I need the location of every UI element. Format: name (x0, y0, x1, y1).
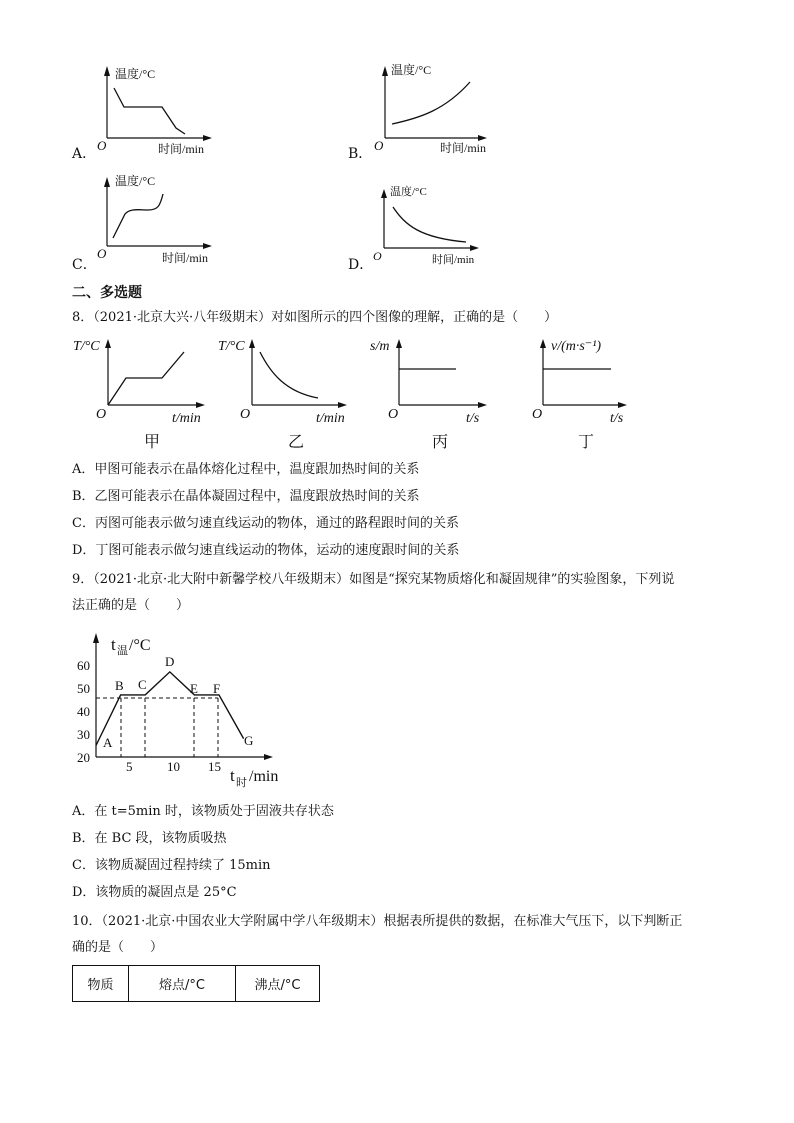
option-b-xlabel: 时间/min (440, 141, 487, 155)
q8-ding-ylabel: v/(m·s⁻¹) (551, 339, 602, 354)
q8-jia-caption: 甲 (144, 434, 161, 451)
q9-point-b: B (115, 678, 124, 693)
option-a-xlabel: 时间/min (158, 142, 205, 156)
q9-point-a: A (103, 735, 113, 750)
q9-ylabel-main: t (111, 635, 116, 654)
q8-ding-origin: O (532, 407, 543, 422)
q8-option-d: D．丁图可能表示做匀速直线运动的物体，运动的速度跟时间的关系 (72, 543, 460, 558)
q9-point-c: C (138, 677, 147, 692)
question-10-stem-line2: 确的是（ ） (72, 940, 164, 955)
q9-xlabel-unit: /min (249, 768, 279, 785)
q9-xtick-15: 15 (208, 759, 221, 774)
q8-option-c: C．丙图可能表示做匀速直线运动的物体，通过的路程跟时间的关系 (72, 516, 459, 531)
q8-ding-xlabel: t/s (610, 411, 624, 426)
q9-ytick-50: 50 (77, 681, 90, 696)
table-header-row (73, 966, 320, 1002)
q9-ytick-40: 40 (77, 704, 90, 719)
q9-xlabel-sub: 时 (236, 777, 247, 789)
q9-xtick-5: 5 (126, 759, 133, 774)
q9-option-a: A．在 t=5min 时，该物质处于固液共存状态 (72, 804, 334, 819)
option-a-letter: A． (72, 146, 97, 162)
q9-xtick-10: 10 (167, 759, 180, 774)
q8-option-a: A．甲图可能表示在晶体熔化过程中，温度跟加热时间的关系 (72, 462, 420, 477)
q9-point-g: G (244, 733, 254, 748)
q8-yi-origin: O (240, 407, 251, 422)
option-b-origin: O (374, 138, 384, 153)
q9-ylabel-sub: 温 (117, 645, 128, 657)
q9-y-arrow (93, 633, 99, 643)
q8-bing-xlabel: t/s (466, 411, 480, 426)
option-d-letter: D． (348, 257, 374, 273)
option-d-ylabel: 温度/°C (390, 186, 427, 198)
option-b-letter: B． (348, 146, 373, 162)
q8-option-b: B．乙图可能表示在晶体凝固过程中，温度跟放热时间的关系 (72, 489, 420, 504)
section-title: 二、多选题 (72, 285, 142, 301)
q9-ytick-20: 20 (77, 750, 90, 765)
option-d-xlabel: 时间/min (432, 254, 475, 266)
q8-bing-origin: O (388, 407, 399, 422)
question-9-stem-line1: 9．（2021·北京·北大附中新馨学校八年级期末）如图是“探究某物质熔化和凝固规律”的实验图象，下列说 (72, 572, 675, 587)
option-c-letter: C． (72, 257, 97, 273)
q9-option-d: D．该物质的凝固点是 25°C (72, 885, 237, 900)
q9-point-d: D (165, 654, 175, 669)
q9-x-arrow (264, 754, 273, 760)
q8-ding-caption: 丁 (578, 434, 595, 451)
option-a-ylabel: 温度/°C (115, 67, 156, 81)
table-header-cell: 沸点/°C (236, 966, 320, 1002)
table-header-cell: 熔点/°C (129, 966, 236, 1002)
option-c-origin: O (97, 246, 107, 261)
q9-xlabel-main: t (230, 766, 235, 785)
q8-bing-caption: 丙 (432, 434, 449, 451)
material-table (72, 965, 320, 1002)
q8-yi-caption: 乙 (288, 434, 305, 451)
q8-yi-xlabel: t/min (316, 411, 345, 426)
question-8-stem: 8．（2021·北京大兴·八年级期末）对如图所示的四个图像的理解，正确的是（ ） (72, 310, 558, 325)
option-c-ylabel: 温度/°C (115, 174, 156, 188)
option-b-ylabel: 温度/°C (391, 63, 432, 77)
option-d-origin: O (373, 249, 382, 263)
q8-bing-ylabel: s/m (370, 339, 390, 354)
q8-jia-xlabel: t/min (172, 411, 201, 426)
q9-ytick-60: 60 (77, 658, 90, 673)
q9-option-c: C．该物质凝固过程持续了 15min (72, 858, 271, 873)
table-header-cell: 物质 (73, 966, 129, 1002)
option-c-xlabel: 时间/min (162, 251, 209, 265)
q9-point-e: E (190, 681, 198, 696)
q9-option-b: B．在 BC 段，该物质吸热 (72, 831, 227, 846)
q8-jia-ylabel: T/°C (73, 339, 100, 354)
q8-jia-origin: O (96, 407, 107, 422)
question-9-stem-line2: 法正确的是（ ） (72, 598, 190, 613)
option-a-origin: O (97, 138, 107, 153)
q9-ylabel-unit: /°C (129, 637, 151, 654)
q9-point-f: F (213, 681, 221, 696)
q9-ytick-30: 30 (77, 727, 90, 742)
question-10-stem-line1: 10．（2021·北京·中国农业大学附属中学八年级期末）根据表所提供的数据，在标准大气压下，以下判断正 (72, 914, 683, 929)
q8-yi-ylabel: T/°C (218, 339, 245, 354)
